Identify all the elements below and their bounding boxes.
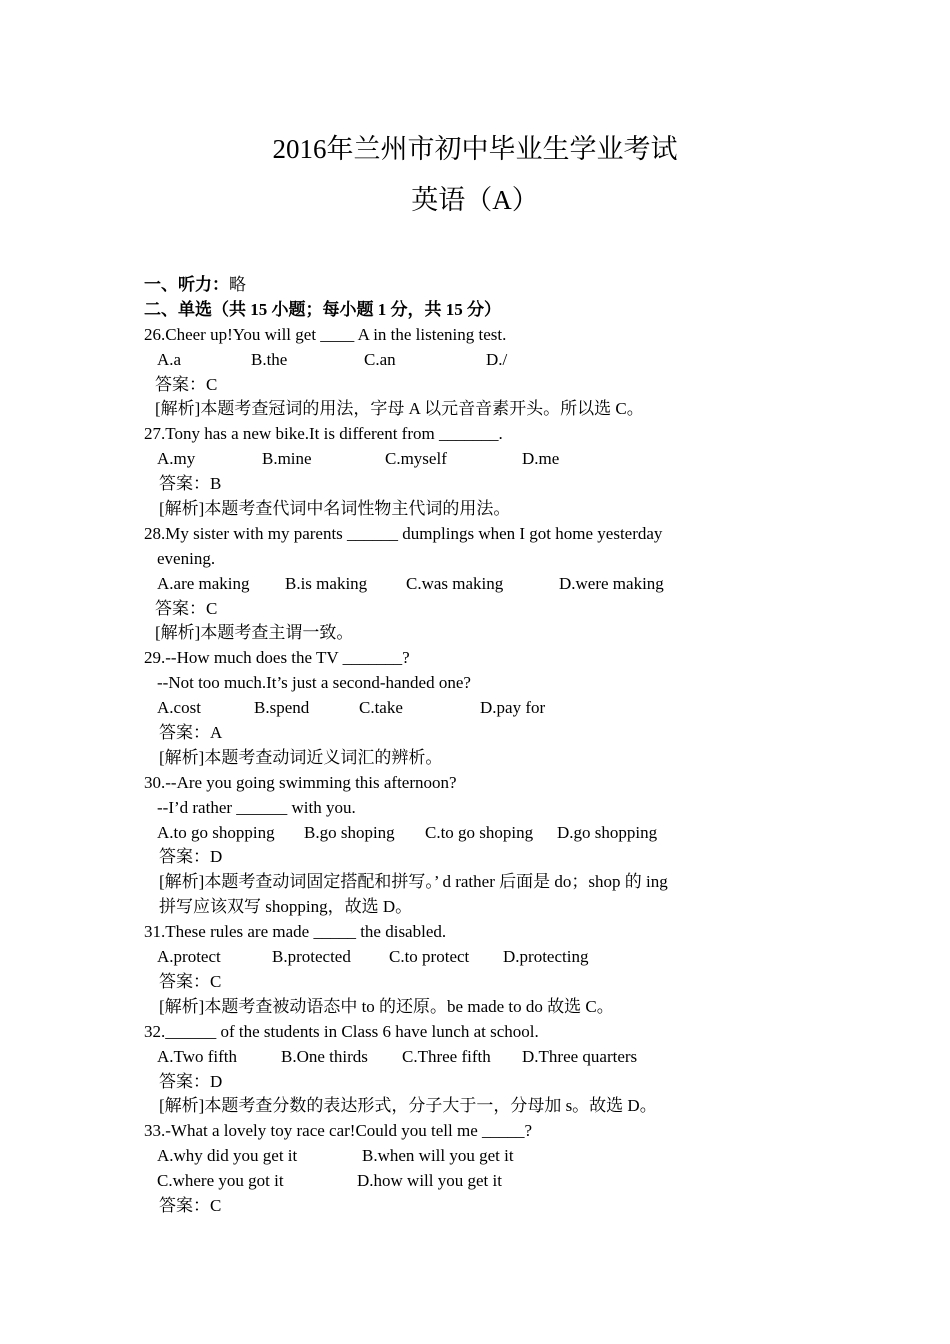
- option: B.when will you get it: [362, 1146, 514, 1166]
- question-options: [144, 1045, 764, 1070]
- option: A.Two fifth: [157, 1046, 238, 1066]
- document-body: [144, 273, 764, 1219]
- question-stem: 31.These rules are made _____ the disabled.: [144, 922, 447, 942]
- answer: 答案：C: [159, 1195, 222, 1215]
- question-stem: 27.Tony has a new bike.It is different from _______.: [144, 424, 503, 444]
- option: A.to go shopping: [157, 822, 275, 842]
- option: D.pay for: [480, 698, 546, 718]
- option: A.my: [157, 449, 196, 469]
- option: D.go shopping: [557, 822, 658, 842]
- option: D.how will you get it: [357, 1171, 502, 1191]
- analysis: [解析]本题考查被动语态中 to 的还原。be made to do 故选 C。: [159, 996, 614, 1016]
- option: C.take: [359, 698, 403, 718]
- answer: 答案：C: [155, 598, 218, 618]
- option: C.where you got it: [157, 1171, 284, 1191]
- analysis-continued: 拼写应该双写 shopping，故选 D。: [159, 897, 413, 917]
- answer: 答案：B: [159, 474, 222, 494]
- answer: 答案：C: [159, 971, 222, 991]
- option: B.is making: [285, 573, 368, 593]
- section-listening-value: 略: [229, 275, 246, 294]
- answer: 答案：A: [159, 723, 223, 743]
- option: A.a: [157, 349, 182, 369]
- option: A.protect: [157, 947, 221, 967]
- question-options: [144, 945, 764, 970]
- analysis: [解析]本题考查冠词的用法，字母 A 以元音音素开头。所以选 C。: [155, 399, 644, 419]
- option: C.was making: [406, 573, 504, 593]
- answer: 答案：D: [159, 1071, 223, 1091]
- question-stem-continued: evening.: [157, 548, 216, 568]
- question-options: [144, 1169, 764, 1194]
- option: A.are making: [157, 573, 250, 593]
- option: C.Three fifth: [402, 1046, 491, 1066]
- analysis: [解析]本题考查动词近义词汇的辨析。: [159, 747, 443, 767]
- analysis: [解析]本题考查分数的表达形式，分子大于一，分母加 s。故选 D。: [159, 1096, 657, 1116]
- option: A.why did you get it: [157, 1146, 298, 1166]
- question-stem: 29.--How much does the TV _______?: [144, 648, 410, 668]
- question-stem-continued: --Not too much.It’s just a second-handed one?: [157, 673, 471, 693]
- option: C.myself: [385, 449, 447, 469]
- question-stem: 32.______ of the students in Class 6 have lunch at school.: [144, 1021, 539, 1041]
- option: B.mine: [262, 449, 312, 469]
- option: C.to protect: [389, 947, 470, 967]
- option: B.the: [251, 349, 288, 369]
- option: C.an: [364, 349, 396, 369]
- section-listening: [144, 273, 764, 298]
- question-stem: 28.My sister with my parents ______ dumplings when I got home yesterday: [144, 523, 663, 543]
- section-listening-label: 一、听力：: [144, 275, 229, 294]
- analysis: [解析]本题考查主谓一致。: [155, 623, 354, 643]
- question-options: [144, 572, 764, 597]
- question-options: [144, 696, 764, 721]
- question-stem: 33.-What a lovely toy race car!Could you tell me _____?: [144, 1121, 533, 1141]
- option: D.were making: [559, 573, 664, 593]
- analysis: [解析]本题考查代词中名词性物主代词的用法。: [159, 499, 511, 519]
- question-options: [144, 348, 764, 373]
- option: B.One thirds: [281, 1046, 368, 1066]
- question-options: [144, 821, 764, 846]
- option: B.spend: [254, 698, 310, 718]
- question-stem: 26.Cheer up!You will get ____ A in the listening test.: [144, 324, 507, 344]
- question-stem-continued: --I’d rather ______ with you.: [157, 797, 356, 817]
- page-subtitle: 英语（A）: [411, 185, 539, 215]
- question-options: [144, 447, 764, 472]
- option: D.protecting: [503, 947, 589, 967]
- page-title: 2016年兰州市初中毕业生学业考试: [272, 134, 678, 164]
- option: B.go shoping: [304, 822, 395, 842]
- option: D.Three quarters: [522, 1046, 638, 1066]
- question-options: [144, 1144, 764, 1169]
- option: D./: [486, 349, 508, 369]
- answer: 答案：C: [155, 374, 218, 394]
- option: B.protected: [272, 947, 351, 967]
- option: A.cost: [157, 698, 201, 718]
- section-single-choice: 二、单选（共 15 小题；每小题 1 分，共 15 分）: [144, 299, 501, 319]
- analysis: [解析]本题考查动词固定搭配和拼写。’ d rather 后面是 do；shop 的 ing: [159, 872, 668, 892]
- option: C.to go shoping: [425, 822, 534, 842]
- answer: 答案：D: [159, 847, 223, 867]
- option: D.me: [522, 449, 560, 469]
- question-stem: 30.--Are you going swimming this afternoon?: [144, 772, 457, 792]
